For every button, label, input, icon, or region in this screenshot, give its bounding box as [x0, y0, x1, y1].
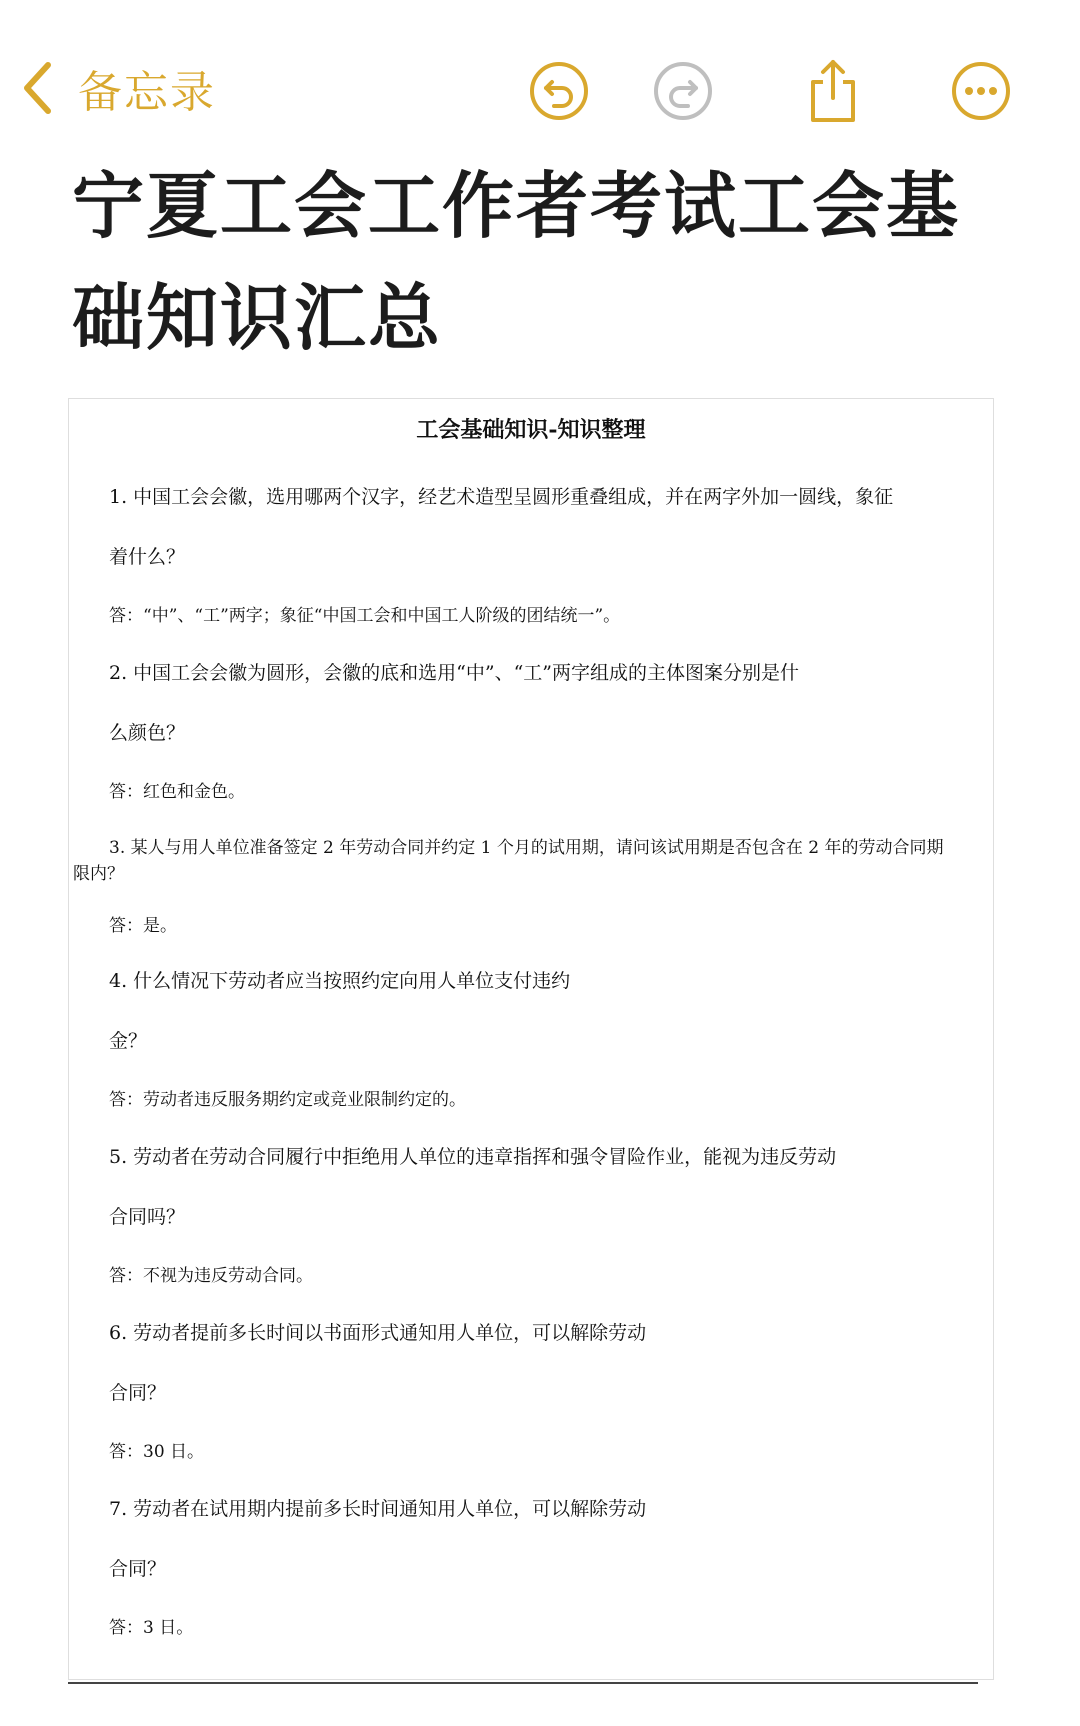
back-button[interactable] — [22, 58, 216, 118]
question-7-line-2: 合同？ — [109, 1558, 167, 1580]
question-6-line-1: 6. 劳动者提前多长时间以书面形式通知用人单位，可以解除劳动 — [109, 1322, 647, 1344]
share-button[interactable] — [800, 58, 866, 124]
question-3-line-2: 限内？ — [73, 864, 124, 884]
question-3-line-1: 3. 某人与用人单位准备签定 2 年劳动合同并约定 1 个月的试用期，请问该试用期是否包含在 2 年的劳动合同期 — [109, 838, 944, 858]
more-icon — [950, 60, 1012, 122]
question-7-line-1: 7. 劳动者在试用期内提前多长时间通知用人单位，可以解除劳动 — [109, 1498, 647, 1520]
note-title[interactable]: 宁夏工会工作者考试工会基础知识汇总 — [72, 164, 961, 360]
navigation-bar — [0, 0, 1080, 140]
answer-3: 答：是。 — [109, 916, 177, 936]
more-button[interactable] — [948, 58, 1014, 124]
question-2-line-2: 么颜色？ — [109, 722, 186, 744]
back-label: 备忘录 — [78, 67, 216, 118]
share-icon — [803, 58, 863, 124]
redo-button[interactable] — [650, 58, 716, 124]
answer-1: 答：“中”、“工”两字；象征“中国工会和中国工人阶级的团结统一”。 — [109, 606, 621, 626]
divider — [68, 1682, 978, 1684]
answer-7: 答：3 日。 — [109, 1618, 194, 1638]
undo-button[interactable] — [526, 58, 592, 124]
question-1-line-1: 1. 中国工会会徽，选用哪两个汉字，经艺术造型呈圆形重叠组成，并在两字外加一圆线，象征 — [109, 486, 894, 508]
undo-icon — [528, 60, 590, 122]
chevron-left-icon — [22, 61, 52, 115]
question-4-line-2: 金？ — [109, 1030, 148, 1052]
question-4-line-1: 4. 什么情况下劳动者应当按照约定向用人单位支付违约 — [109, 970, 571, 992]
question-5-line-1: 5. 劳动者在劳动合同履行中拒绝用人单位的违章指挥和强令冒险作业，能视为违反劳动 — [109, 1146, 837, 1168]
question-1-line-2: 着什么？ — [109, 546, 186, 568]
answer-2: 答：红色和金色。 — [109, 782, 245, 802]
question-2-line-1: 2. 中国工会会徽为圆形，会徽的底和选用“中”、“工”两字组成的主体图案分别是什 — [109, 662, 800, 684]
question-6-line-2: 合同？ — [109, 1382, 167, 1404]
answer-4: 答：劳动者违反服务期约定或竞业限制约定的。 — [109, 1090, 466, 1110]
document-heading: 工会基础知识-知识整理 — [416, 417, 646, 443]
question-5-line-2: 合同吗？ — [109, 1206, 186, 1228]
redo-icon — [652, 60, 714, 122]
embedded-document[interactable] — [68, 398, 994, 1680]
answer-5: 答：不视为违反劳动合同。 — [109, 1266, 313, 1286]
answer-6: 答：30 日。 — [109, 1442, 205, 1462]
